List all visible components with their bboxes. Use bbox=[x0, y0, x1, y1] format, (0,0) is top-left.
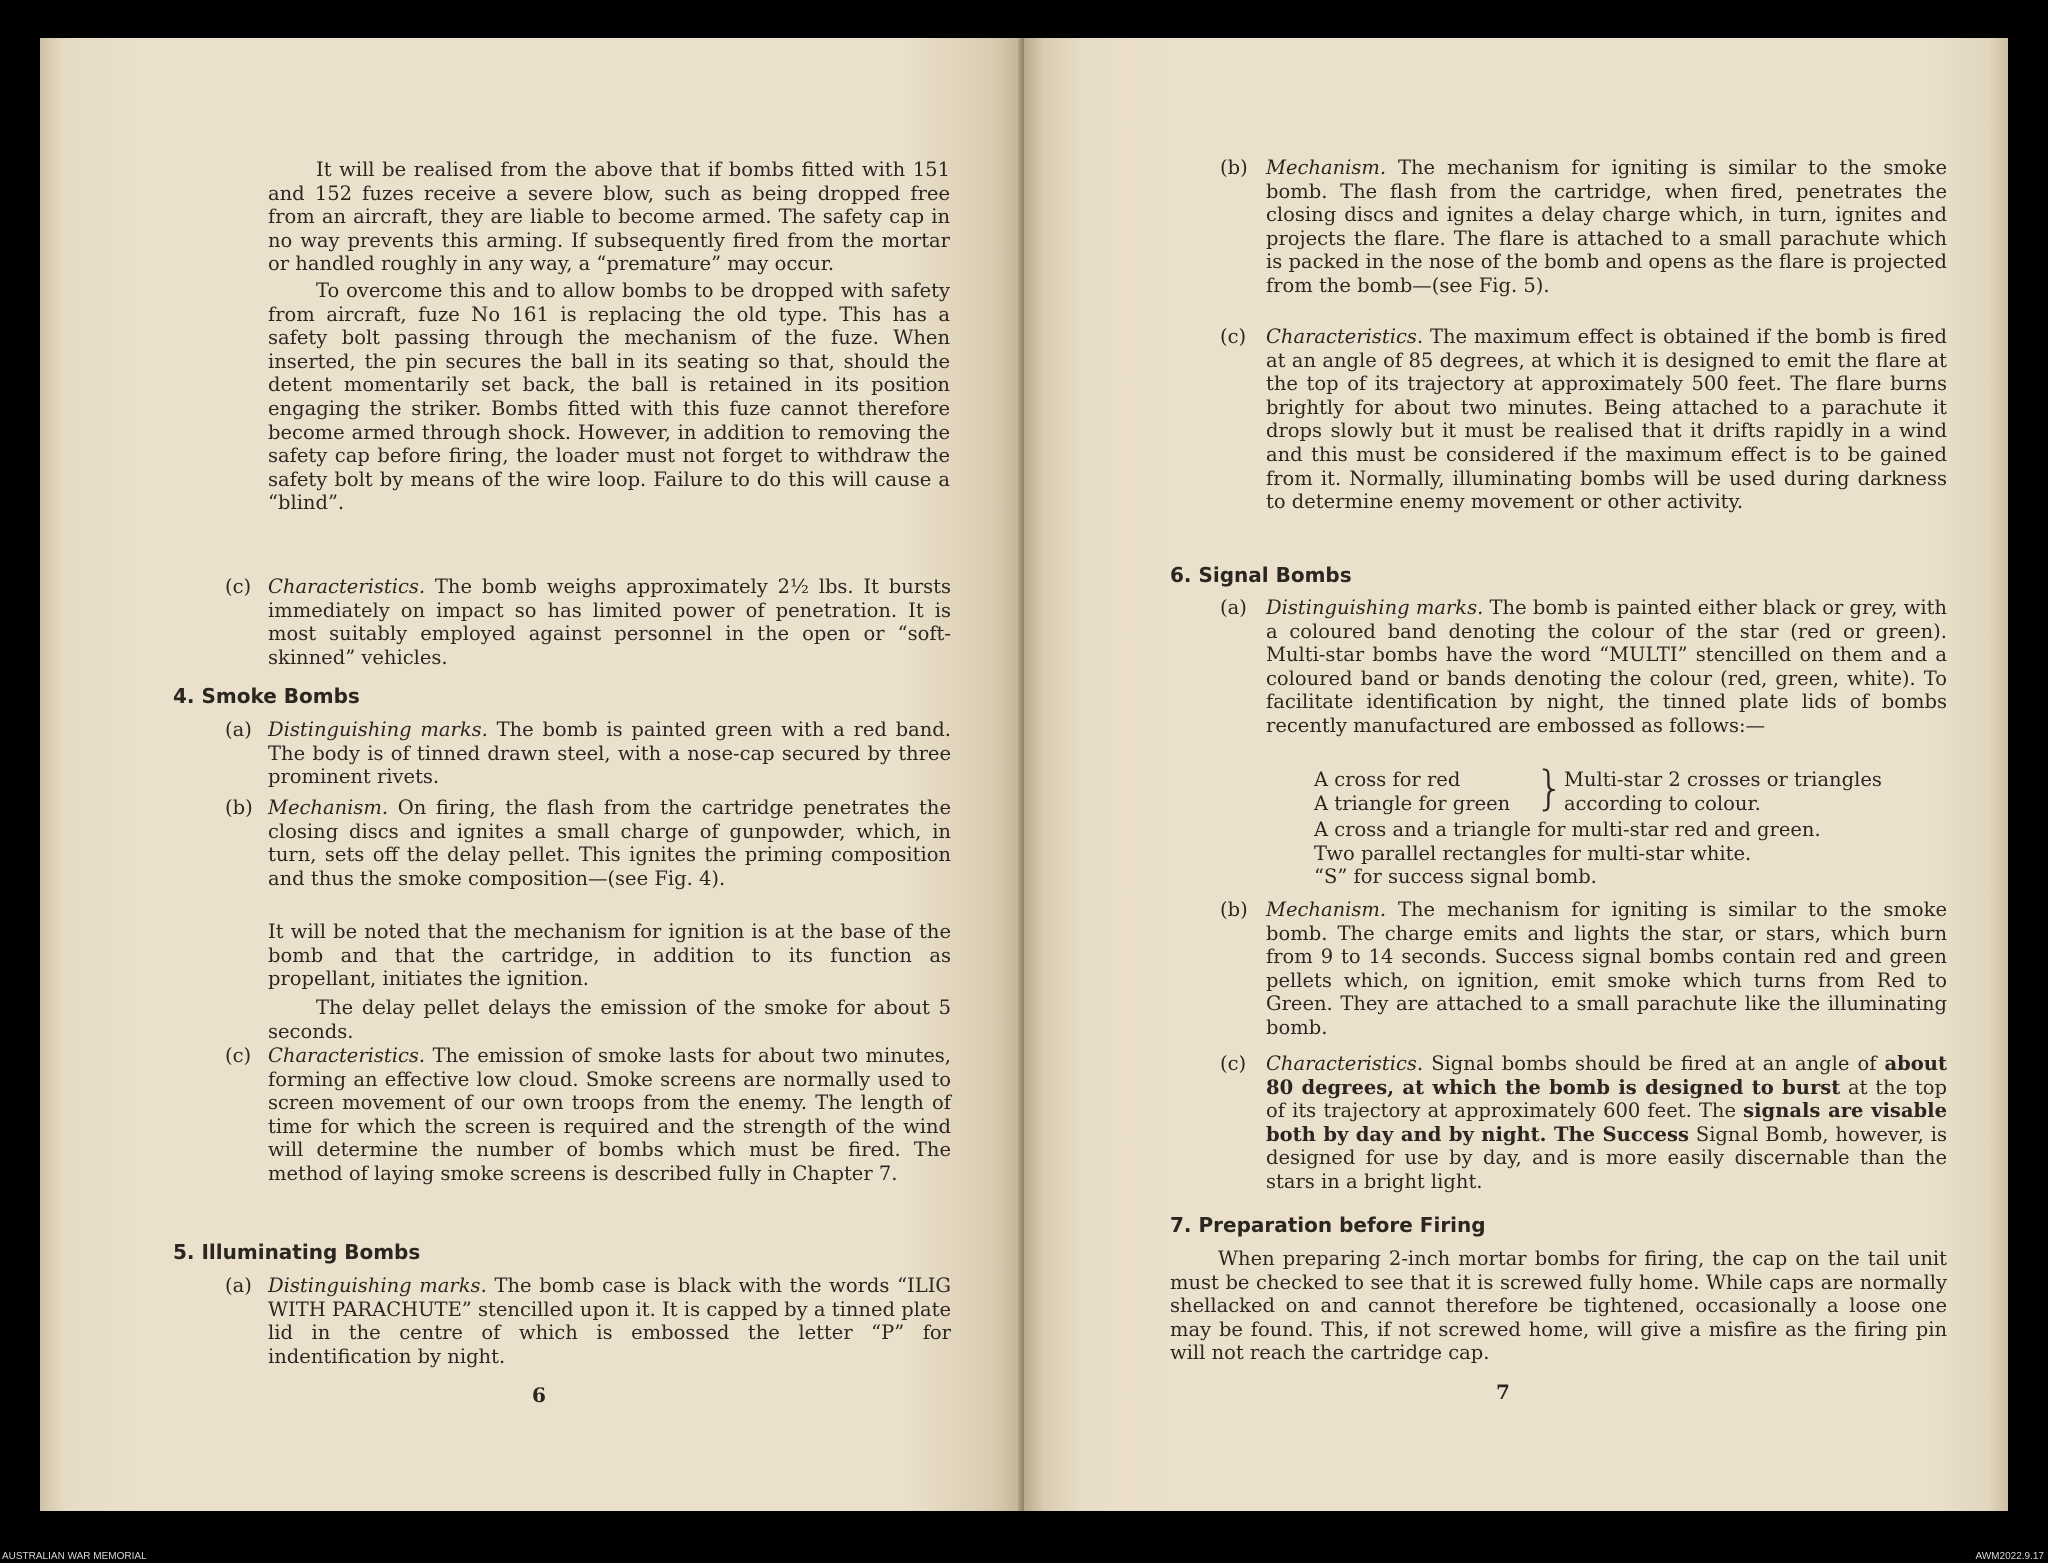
item-label: (c) bbox=[225, 575, 252, 598]
item-text: The bomb weighs approximately 2½ lbs. It bursts immediately on impact so has limited power of penetration. It is most suitably employed against personnel in the open or “soft-skinned” vehicles. bbox=[268, 575, 951, 669]
heading-preparation: 7. Preparation before Firing bbox=[1170, 1213, 1486, 1237]
item-label: (b) bbox=[225, 796, 253, 819]
item-text: The mechanism for igniting is similar to the smoke bomb. The charge emits and lights the star, or stars, which burn from 9 to 14 seconds. Success signal bombs contain red and green pellets which, on ignition, emit smoke which turns from Red to Green. They are attached to a small parachute like the illuminating bomb. bbox=[1266, 898, 1947, 1039]
right-item-6a bbox=[1220, 596, 1947, 746]
footer-catalog-id: AWM2022.9.17 bbox=[1975, 1551, 2044, 1562]
item-label: (a) bbox=[225, 1274, 252, 1297]
item-body bbox=[268, 575, 951, 669]
left-item-1c bbox=[225, 575, 951, 675]
item-bold-text: signals are visable both by day and by night. The Success bbox=[1266, 1099, 1947, 1146]
item-body bbox=[268, 1274, 951, 1368]
heading-signal-bombs: 6. Signal Bombs bbox=[1170, 563, 1352, 587]
left-item-4c bbox=[225, 1044, 951, 1214]
right-item-6c bbox=[1220, 1052, 1948, 1193]
right-page-number: 7 bbox=[1496, 1380, 1510, 1404]
item-label: (b) bbox=[1220, 156, 1248, 179]
item-label: (a) bbox=[225, 718, 252, 741]
item-body bbox=[1266, 898, 1947, 1040]
emboss-cross-triangle: A cross and a triangle for multi-star red and green. bbox=[1314, 818, 1821, 841]
item-label: (c) bbox=[225, 1044, 252, 1067]
emboss-triangle-green: A triangle for green bbox=[1314, 792, 1511, 815]
right-item-5b bbox=[1220, 156, 1947, 326]
emboss-multi-star: Multi-star 2 crosses or triangles bbox=[1564, 768, 1882, 791]
footer-credit: AUSTRALIAN WAR MEMORIAL bbox=[2, 1551, 147, 1562]
heading-illuminating-bombs: 5. Illuminating Bombs bbox=[173, 1240, 421, 1264]
item-text: Signal Bomb, however, is designed for use by day, and is more easily discernable than the stars in a bright light. bbox=[1266, 1122, 1948, 1193]
item-body bbox=[1266, 325, 1947, 514]
book-spread bbox=[40, 38, 2008, 1511]
item-body bbox=[268, 796, 951, 890]
item-label: (c) bbox=[1220, 325, 1247, 348]
item-text: On firing, the flash from the cartridge penetrates the closing discs and ignites a small charge of gunpowder, which, in turn, sets off the delay pellet. This ignites the priming composition and thus the smoke composition—(see Fig. 4). bbox=[268, 796, 951, 890]
left-item-4a bbox=[225, 718, 951, 793]
left-page bbox=[40, 38, 1024, 1511]
emboss-cross-red: A cross for red bbox=[1314, 768, 1461, 791]
item-label: (a) bbox=[1220, 596, 1247, 619]
right-item-6b bbox=[1220, 898, 1947, 1039]
item-label: (c) bbox=[1220, 1052, 1247, 1075]
left-page-number: 6 bbox=[532, 1383, 546, 1407]
left-p2: To overcome this and to allow bombs to be dropped with safety from aircraft, fuze No 161 is replacing the old type. This has a safety bolt passing through the mechanism of the fuze. When inserted, the pin secures the ball in its seating so that, should the detent momentarily set back, the ball is retained in its position engaging the striker. Bombs fitted with this fuze cannot therefore become armed through shock. However, in addition to removing the safety cap before firing, the loader must not forget to withdraw the safety bolt by means of the wire loop. Failure to do this will cause a “blind”. bbox=[268, 278, 950, 515]
right-p7: When preparing 2-inch mortar bombs for firing, the cap on the tail unit must be checked to see that it is screwed fully home. While caps are normally shellacked on and cannot therefore be tightened, occasionally a loose one may be found. This, if not screwed home, will give a misfire as the firing pin will not reach the cartridge cap. bbox=[1170, 1247, 1947, 1365]
right-paragraph-7 bbox=[1170, 1247, 1947, 1365]
item-text: The bomb is painted green with a red band. The body is of tinned drawn steel, with a nose-cap secured by three prominent rivets. bbox=[268, 718, 951, 789]
item-text: The bomb is painted either black or grey, with a coloured band denoting the colour of the star (red or green). Multi-star bombs have the word “MULTI” stencilled on them and a coloured band or bands denoting the colour (red, green, white). To facilitate identification by night, the tinned plate lids of bombs recently manufactured are embossed as follows:— bbox=[1266, 596, 1947, 737]
item-title: Characteristics. bbox=[1266, 1052, 1424, 1075]
brace-icon: } bbox=[1535, 761, 1565, 815]
right-page bbox=[1024, 38, 2008, 1511]
item-bold-text: about 80 degrees, at which the bomb is designed to burst bbox=[1266, 1052, 1947, 1099]
left-item-4b bbox=[225, 796, 951, 1043]
item-title: Distinguishing marks. bbox=[268, 1274, 487, 1297]
emboss-according-colour: according to colour. bbox=[1564, 792, 1761, 815]
item-body bbox=[1266, 1052, 1947, 1194]
item-label: (b) bbox=[1220, 898, 1248, 921]
emboss-rectangles: Two parallel rectangles for multi-star white. bbox=[1314, 842, 1752, 865]
left-item-5a bbox=[225, 1274, 951, 1374]
left-p1: It will be realised from the above that if bombs fitted with 151 and 152 fuzes receive a severe blow, such as being dropped free from an aircraft, they are liable to become armed. The safety cap in no way prevents this arming. If subsequently fired from the mortar or handled roughly in any way, a “premature” may occur. bbox=[268, 158, 950, 276]
item-title: Characteristics. bbox=[268, 1044, 426, 1067]
item-title: Mechanism. bbox=[268, 796, 389, 819]
item-text: The bomb case is black with the words “ILIG WITH PARACHUTE” stencilled upon it. It is capped by a tinned plate lid in the centre of which is embossed the letter “P” for indentification by night. bbox=[268, 1274, 951, 1368]
item-body-3: The delay pellet delays the emission of the smoke for about 5 seconds. bbox=[268, 996, 951, 1043]
item-title: Mechanism. bbox=[1266, 898, 1387, 921]
item-title: Distinguishing marks. bbox=[1266, 596, 1484, 619]
item-body bbox=[1266, 156, 1947, 298]
item-body bbox=[268, 718, 951, 789]
item-body-2: It will be noted that the mechanism for ignition is at the base of the bomb and that the cartridge, in addition to its function as propellant, initiates the ignition. bbox=[268, 920, 951, 991]
item-text: The emission of smoke lasts for about two minutes, forming an effective low cloud. Smoke screens are normally used to screen movement of our own troops from the enemy. The length of time for which the screen is required and the strength of the wind will determine the number of bombs which must be fired. The method of laying smoke screens is described fully in Chapter 7. bbox=[268, 1044, 951, 1185]
emboss-success: “S” for success signal bomb. bbox=[1314, 865, 1597, 888]
item-body bbox=[1266, 596, 1947, 738]
item-text: The maximum effect is obtained if the bomb is fired at an angle of 85 degrees, at which it is designed to emit the flare at the top of its trajectory at approximately 500 feet. The flare burns brightly for about two minutes. Being attached to a parachute it drops slowly but it must be realised that it drifts rapidly in a wind and this must be considered if the maximum effect is to be gained from it. Normally, illuminating bombs will be used during darkness to determine enemy movement or other activity. bbox=[1266, 325, 1947, 514]
item-text: at the top of its trajectory at approximately 600 feet. The bbox=[1266, 1075, 1947, 1123]
heading-smoke-bombs: 4. Smoke Bombs bbox=[173, 684, 360, 708]
right-item-5c bbox=[1220, 325, 1947, 525]
item-title: Distinguishing marks. bbox=[268, 718, 488, 741]
item-text: The mechanism for igniting is similar to the smoke bomb. The flash from the cartridge, when fired, penetrates the closing discs and ignites a delay charge which, in turn, ignites and projects the flare. The flare is attached to a small parachute which is packed in the nose of the bomb and opens as the flare is projected from the bomb—(see Fig. 5). bbox=[1266, 156, 1947, 297]
item-title: Characteristics. bbox=[268, 575, 426, 598]
left-paragraph-1 bbox=[268, 158, 950, 515]
item-body bbox=[268, 1044, 951, 1186]
item-title: Characteristics. bbox=[1266, 325, 1424, 348]
item-title: Mechanism. bbox=[1266, 156, 1387, 179]
item-text: Signal bombs should be fired at an angle of bbox=[1423, 1052, 1885, 1075]
